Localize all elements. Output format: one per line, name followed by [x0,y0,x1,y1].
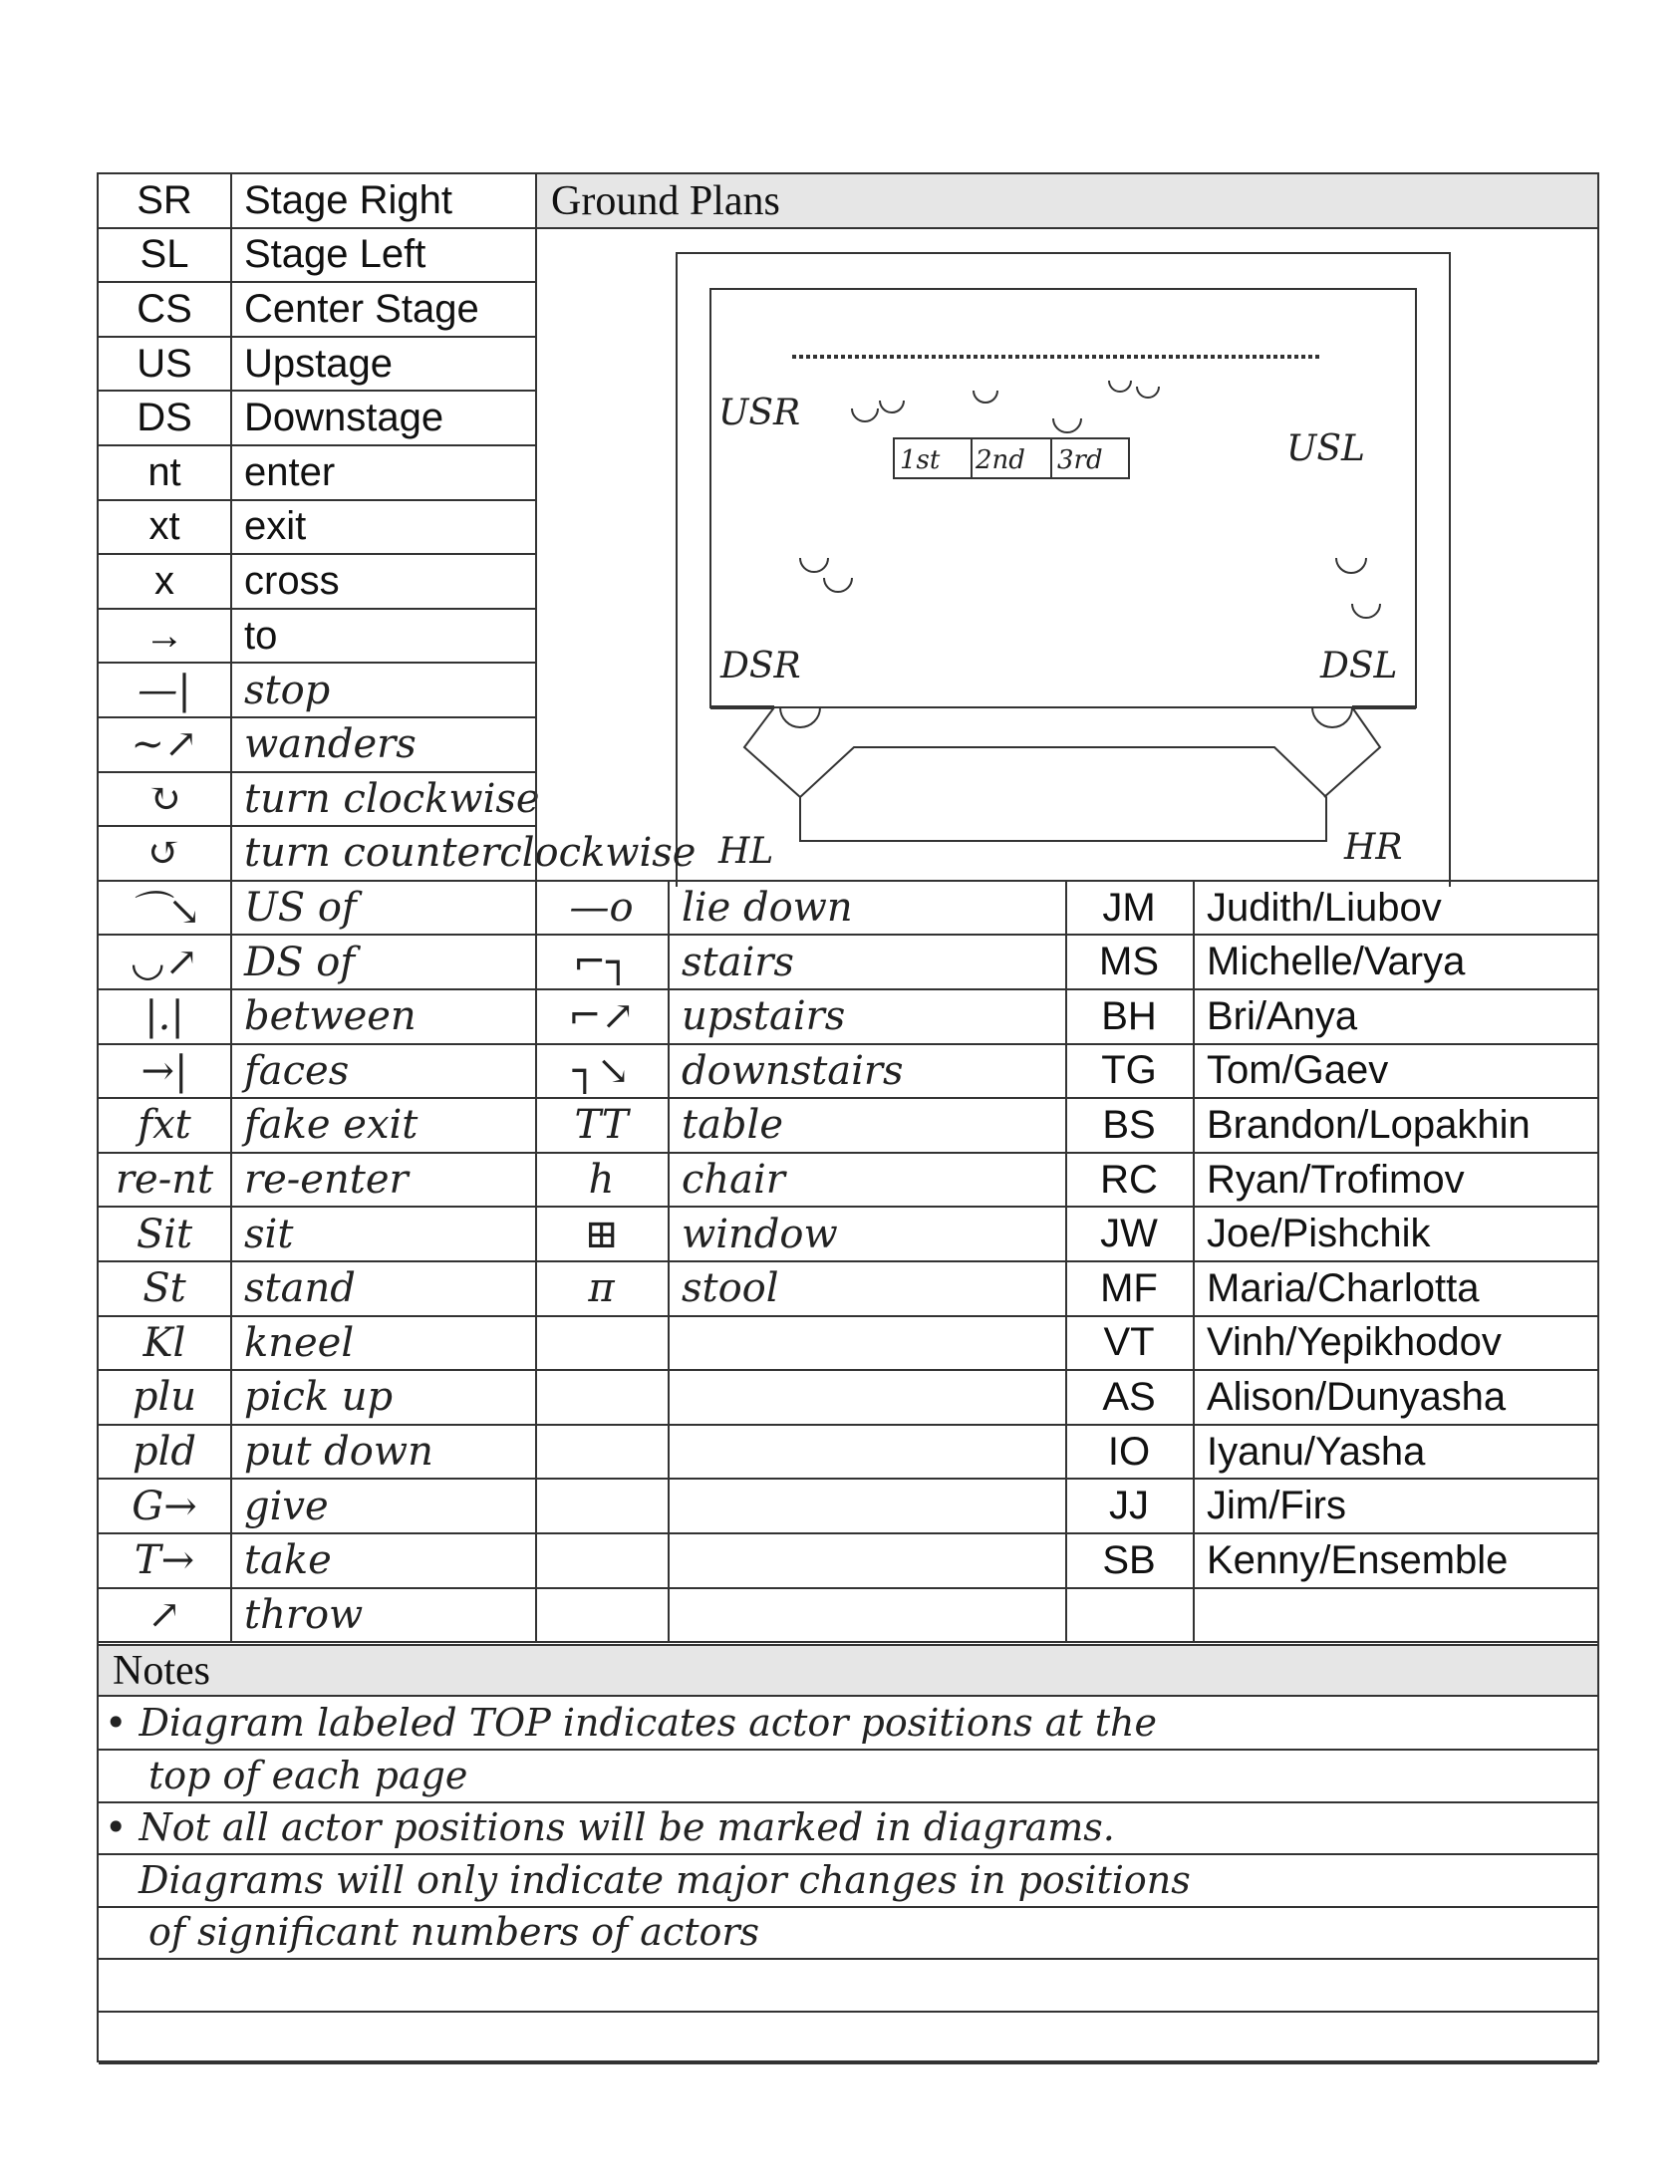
handwritten-term: sit [244,1211,294,1257]
stage-term-name: Stage Left [244,232,426,277]
handwritten-symbol: ↻ [147,775,181,822]
stage-term-name: exit [244,504,307,549]
handwritten-symbol: →| [140,1047,188,1094]
key-row [99,827,697,882]
handwritten-symbol: ⌒↘ [128,888,201,935]
cast-name: Alison/Dunyasha [1207,1374,1507,1419]
note-line: Diagrams will only indicate major changes in positions [99,1854,1597,1908]
ground-plan-diagram [535,229,1599,887]
handwritten-term: stand [244,1265,356,1312]
handwritten-term: put down [244,1429,433,1476]
stage-term-name: cross [244,558,340,603]
stage-term-name: to [244,613,278,658]
handwritten-symbol: —| [138,667,191,713]
handwritten-term: turn counterclockwise [244,830,697,877]
key-row [99,392,535,446]
key-row [99,1045,1597,1100]
handwritten-symbol: ~↗ [131,721,198,768]
key-row [99,1208,1597,1262]
chair-dsl [1312,707,1352,727]
handwritten-symbol: |.| [144,993,184,1040]
key-row [99,229,535,284]
cast-name: Ryan/Trofimov [1207,1157,1465,1202]
handwritten-term: DS of [244,939,356,985]
key-row [99,1317,1597,1372]
blocking-key-sheet [97,172,1599,2062]
handwritten-symbol: G→ [132,1483,197,1529]
prop-symbol: ⌐┐ [572,939,631,985]
cast-abbr: IO [1107,1429,1151,1474]
cast-name: Joe/Pishchik [1207,1212,1431,1256]
col-divider-4 [1065,882,1067,1643]
stage-term-name: enter [244,449,336,494]
label-dsl: DSL [1320,646,1398,686]
note-line [99,2011,1597,2064]
handwritten-symbol: St [142,1265,186,1312]
col-divider-1 [230,174,232,1643]
key-row [99,501,535,556]
cast-abbr [1065,1589,1193,1642]
handwritten-term: fake exit [244,1102,419,1149]
cast-abbr: TG [1101,1048,1157,1093]
prop-term: stairs [682,939,794,985]
key-row [99,174,535,229]
handwritten-symbol: pld [132,1429,196,1476]
prop-symbol: h [588,1157,615,1204]
handwritten-symbol: Kl [142,1319,186,1366]
handwritten-term: turn clockwise [244,775,540,822]
prop-term: upstairs [682,993,846,1040]
stage-term-abbr: CS [137,286,192,331]
handwritten-term: re-enter [244,1157,409,1204]
key-row [99,882,1597,937]
prop-symbol: ┐↘ [572,1047,631,1094]
label-hl: HL [718,831,774,872]
handwritten-symbol: re-nt [115,1157,214,1204]
handwritten-term: throw [244,1591,364,1638]
cast-name [1193,1589,1207,1642]
cast-name: Michelle/Varya [1207,940,1466,984]
key-row [99,283,535,338]
prop-symbol: ⌐↗ [567,993,636,1040]
prop-term: stool [682,1265,779,1312]
cast-name: Bri/Anya [1207,993,1358,1038]
stage-outline [710,289,1416,707]
handwritten-symbol: ◡↗ [130,939,199,985]
col-divider-2 [535,174,537,1643]
handwritten-term: take [244,1537,332,1584]
prop-term: downstairs [682,1047,904,1094]
cast-abbr: MF [1100,1265,1158,1310]
key-row [99,1154,1597,1209]
apron-left-edge [744,707,800,797]
key-row [99,1426,1597,1481]
stage-term-abbr: x [154,558,174,603]
stage-term-abbr: nt [147,449,181,494]
handwritten-symbol: ↗ [147,1591,181,1638]
key-row [99,773,540,828]
key-row [99,1262,1597,1317]
stage-term-abbr: US [137,341,192,386]
label-hr: HR [1344,827,1403,868]
cast-name: Iyanu/Yasha [1207,1429,1426,1474]
handwritten-term: wanders [244,721,417,768]
cast-name: Vinh/Yepikhodov [1207,1320,1502,1365]
cast-abbr: AS [1102,1374,1156,1419]
ground-plans-header: Ground Plans [535,174,1597,229]
cast-name: Maria/Charlotta [1207,1265,1480,1310]
apron-right-edge [1324,707,1380,797]
cast-abbr: BH [1101,993,1157,1038]
cast-abbr: JM [1102,885,1156,930]
key-row [99,1480,1597,1534]
prop-symbol: π [588,1265,615,1312]
note-line: • Diagram labeled TOP indicates actor positions at the [99,1697,1597,1751]
key-row [99,718,535,773]
prop-symbol: ⊞ [584,1211,619,1257]
key-row [99,555,535,610]
stage-term-abbr: DS [137,396,192,440]
cast-name: Tom/Gaev [1207,1048,1389,1093]
cast-abbr: VT [1103,1320,1155,1365]
prop-term: window [682,1211,838,1257]
key-row [99,990,1597,1045]
handwritten-term: between [244,993,417,1040]
label-second-riser: 2nd [976,445,1025,475]
handwritten-term: faces [244,1047,350,1094]
cast-abbr: RC [1100,1157,1158,1202]
note-line: • Not all actor positions will be marked in diagrams. [99,1801,1597,1855]
key-row [99,936,1597,990]
handwritten-term: give [244,1483,329,1529]
prop-term: lie down [682,885,853,932]
key-row [99,1371,1597,1426]
cast-abbr: JW [1100,1212,1158,1256]
key-row [99,446,535,501]
label-dsr: DSR [720,646,801,686]
prop-symbol: —o [569,885,634,932]
key-row [99,664,535,718]
stage-term-name: Stage Right [244,177,453,222]
label-first-riser: 1st [900,445,941,475]
key-row [99,1589,1597,1644]
stage-term-name: Center Stage [244,286,479,331]
key-row [99,1534,1597,1589]
cast-name: Kenny/Ensemble [1207,1537,1509,1582]
key-row [99,1099,1597,1154]
handwritten-term: pick up [244,1374,394,1421]
cast-abbr: BS [1102,1102,1156,1147]
prop-term: table [682,1102,783,1149]
cast-name: Judith/Liubov [1207,885,1442,930]
theater-outline [677,253,1450,887]
cast-abbr: SB [1102,1537,1156,1582]
col-divider-5 [1193,882,1195,1643]
stage-term-abbr: SR [137,177,192,222]
chair-dsr [780,707,820,727]
stage-term-abbr: xt [148,504,180,549]
label-usl: USL [1286,428,1365,469]
stage-term-abbr: → [144,613,184,658]
handwritten-symbol: fxt [138,1102,191,1149]
label-usr: USR [718,393,801,433]
handwritten-symbol: plu [132,1374,197,1421]
handwritten-term: stop [244,667,331,713]
key-row [99,338,535,393]
label-third-riser: 3rd [1057,445,1103,475]
cast-abbr: JJ [1109,1484,1149,1528]
handwritten-term: kneel [244,1319,355,1366]
handwritten-symbol: T→ [134,1537,195,1584]
notes-header: Notes [99,1644,1597,1697]
note-line: top of each page [99,1750,1597,1803]
prop-symbol: TT [574,1102,629,1149]
note-line: of significant numbers of actors [99,1906,1597,1960]
handwritten-symbol: Sit [136,1211,193,1257]
cast-abbr: MS [1099,940,1159,984]
stage-term-name: Downstage [244,396,444,440]
cast-name: Brandon/Lopakhin [1207,1102,1531,1147]
prop-term: chair [682,1157,785,1204]
handwritten-term: US of [244,885,357,932]
apron-thrust [800,747,1326,841]
note-line [99,1959,1597,2013]
cast-name: Jim/Firs [1207,1484,1346,1528]
stage-term-name: Upstage [244,341,393,386]
key-row [99,610,535,665]
col-divider-3 [668,882,670,1643]
handwritten-symbol: ↺ [147,830,181,877]
stage-term-abbr: SL [140,232,189,277]
